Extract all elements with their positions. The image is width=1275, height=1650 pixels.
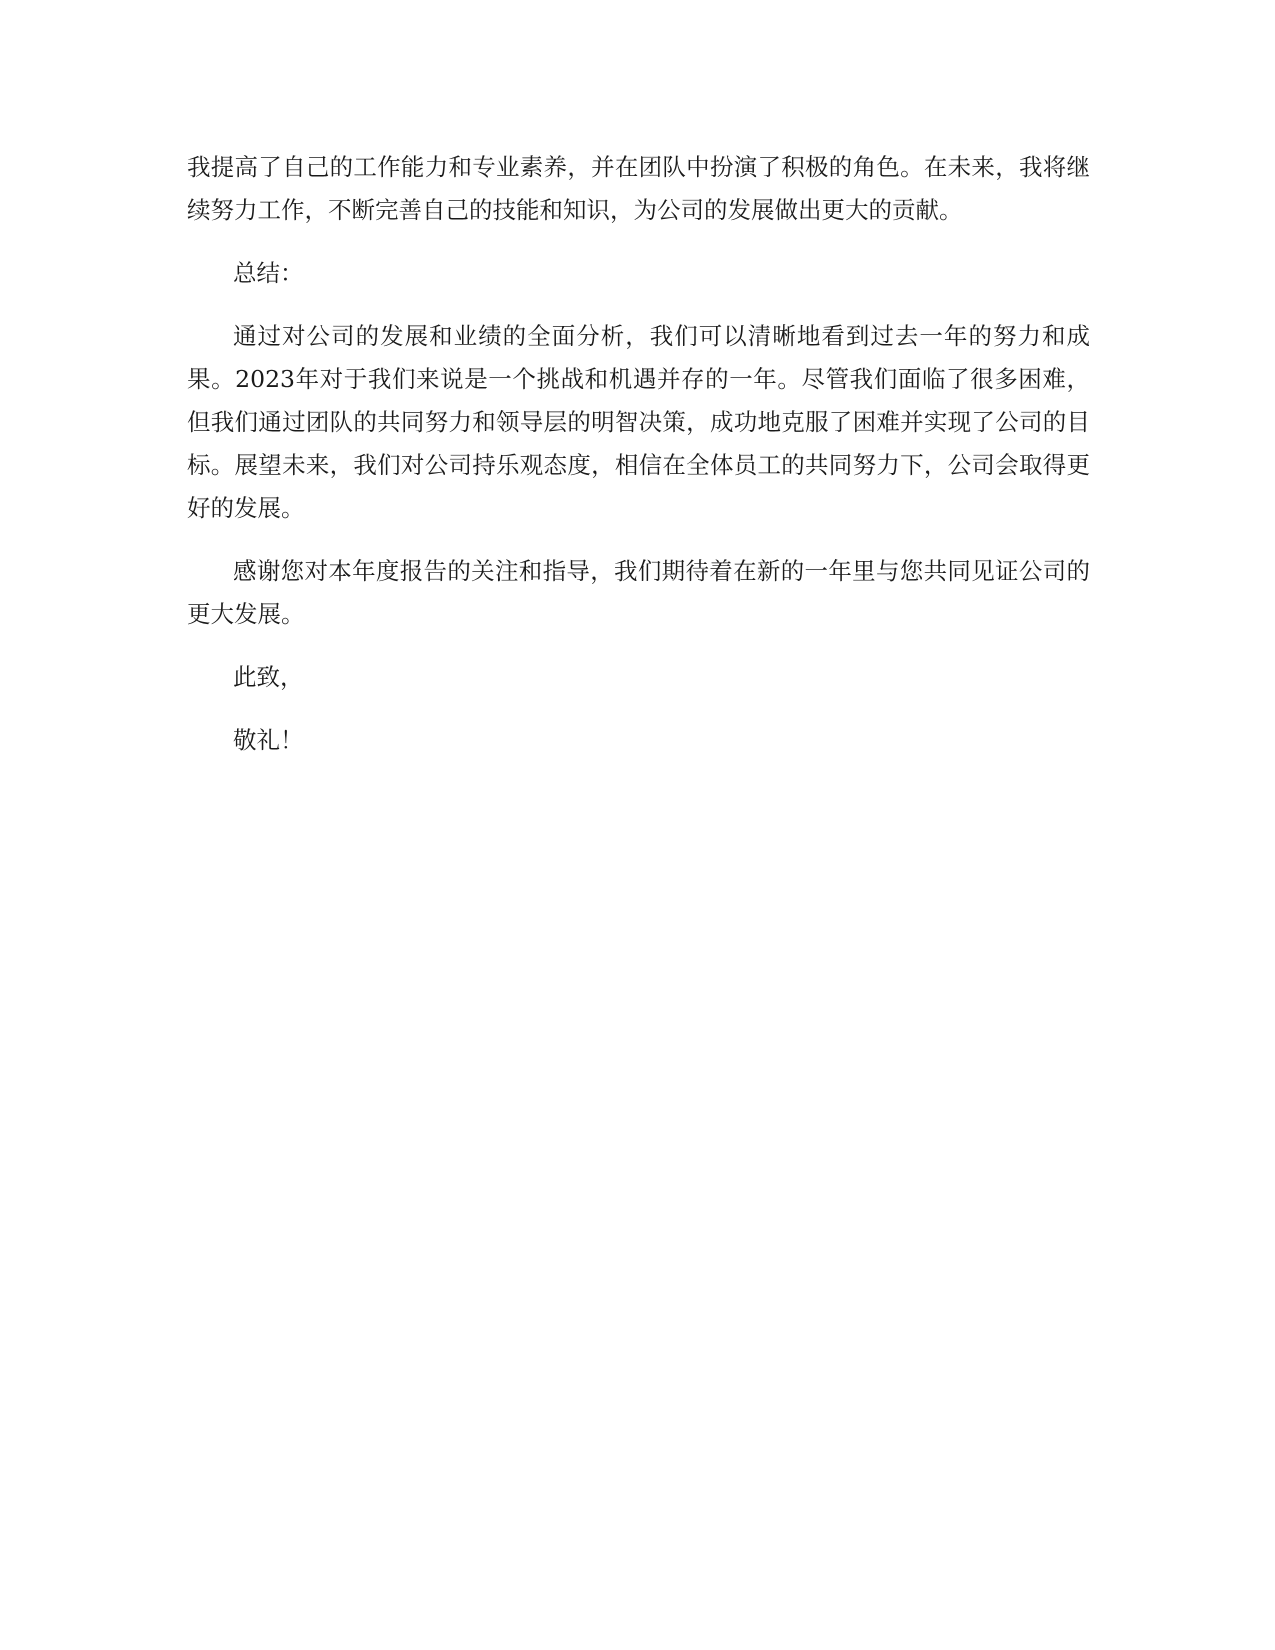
paragraph-thanks: 感谢您对本年度报告的关注和指导，我们期待着在新的一年里与您共同见证公司的更大发展。 [187,557,1090,628]
paragraph-summary: 通过对公司的发展和业绩的全面分析，我们可以清晰地看到过去一年的努力和成果。2023年对于我们来说是一个挑战和机遇并存的一年。尽管我们面临了很多困难，但我们通过团队的共同努力和领导层的明智决策，成功地克服了困难并实现了公司的目标。展望未来，我们对公司持乐观态度，相信在全体员工的共同努力下，公司会取得更好的发展。 [187,322,1090,522]
document-body [187,146,1090,782]
summary-heading: 总结： [233,259,304,287]
closing-salutation: 此致， [233,663,304,691]
closing-regards: 敬礼！ [233,726,304,754]
paragraph-continuation: 我提高了自己的工作能力和专业素养，并在团队中扮演了积极的角色。在未来，我将继续努力工作，不断完善自己的技能和知识，为公司的发展做出更大的贡献。 [187,153,1090,224]
